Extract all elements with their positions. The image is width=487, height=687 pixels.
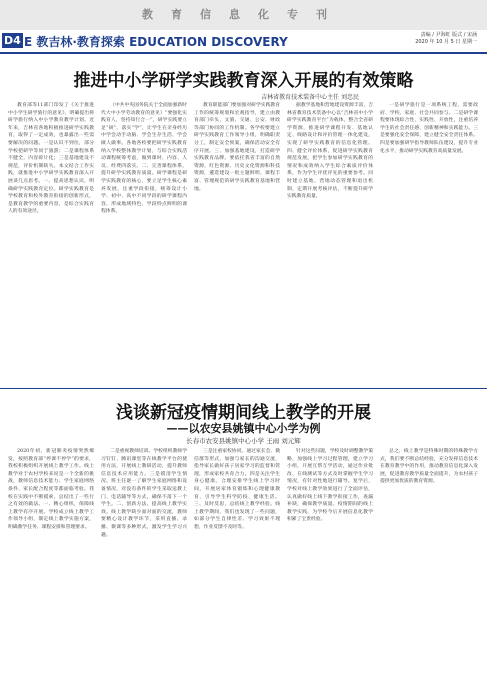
article1-column-1 bbox=[8, 102, 94, 382]
page-header bbox=[0, 32, 487, 50]
article2-text-3: 三是注重家校协同。通过家长会、微信群等形式，加强与家长的沟通交流，指导家长做好孩子居家学习的监督和管理，形成家校共育合力。四是关注学生身心健康。合理安排学生线上学习时间，开展居家体育锻炼和心理健康教育，引导学生科学防疫、健康生活。三、及时反思，总结线上教学经验。线上教学期间，我们也发现了一些问题，如部分学生自律性差、学习效果不理想，作业反馈不及时等。 bbox=[194, 449, 280, 530]
article2-text-2: 二是重视教师培训。学校组织教师学习钉钉、腾讯课堂等在线教学平台的使用方法，开展线上教研活动，提升教师信息技术应用能力。三是摸清学生情况。班主任逐一了解学生家庭网络和设备情况，对没有条件的学生采取送教上门、电话辅导等方式，确保不落下一个学生。二、创新方法，提高线上教学实效。线上教学缺少面对面的交流，教师要精心设计教学环节，采用直播、录播、微课等多种形式，激发学生学习兴趣。 bbox=[101, 449, 187, 538]
article2-text-1: 2020年初，新冠肺炎疫情突然爆发，按照教育部“停课不停学”的要求，我校积极组织开展线上教学工作。线上教学对于农村学校来说是一个全新的挑战，教师信息技术能力、学生家庭网络条件、家长配合程度等都面临考验。我校在实践中不断摸索，总结出了一些行之有效的做法。一、精心组织，保障线上教学有序开展。学校成立线上教学工作领导小组，制定线上教学实施方案，明确教学任务、课程安排和管理要求。 bbox=[8, 449, 94, 530]
article2-column-5 bbox=[380, 448, 478, 680]
article2-subtitle: ——以农安县姚镇中心小学为例 bbox=[166, 422, 321, 435]
article2-column-1 bbox=[8, 448, 94, 680]
article2-text-4: 针对这些问题，学校及时调整教学策略，加强线上学习过程管理，建立学习小组，开展互帮互学活动，通过作业批改、在线测试等方式及时掌握学生学习情况，有针对性地进行辅导。复学后，学校对线上教学效果进行了全面评估，认真做好线上线下教学衔接工作，查漏补缺，确保教学质量。疫情期间的线上教学实践，为学校今后开展信息化教学积累了宝贵经验。 bbox=[287, 449, 373, 523]
top-banner bbox=[0, 0, 487, 30]
article-divider bbox=[0, 388, 487, 389]
article2-column-3 bbox=[194, 448, 280, 680]
article1-text-5: 一是研学旅行是一项系统工程，需要政府、学校、家庭、社会共同参与。二是研学课程要体现综合性、实践性、开放性，注重培养学生的社会责任感、创新精神和实践能力。三是要强化安全保障，建立健全安全责任体系。四是要加强研学指导教师队伍建设，提升专业化水平，推动研学实践教育高质量发展。 bbox=[380, 103, 478, 154]
date-line: 2020 年 10 月 5 日 星期一 bbox=[415, 39, 477, 45]
header-rule bbox=[0, 52, 487, 54]
header-meta bbox=[415, 32, 477, 46]
article1-text-4: 据教学基地和营地建设资源丰富，吉林省教育技术装备中心以“吉林省中小学研学实践教育平台”为载体，整合全省研学资源，推进研学课程开发、基地认定、线路设计和评价管理一体化建设，实现了研学实践教育的信息化管理。四、健全评价体系，促进研学实践教育规范发展。把学生参加研学实践教育的情况和成效纳入学生综合素质评价体系，作为学生评优评先的重要参考。同时建立基地、营地动态管理和退出机制，定期开展考核评估，不断提升研学实践教育质量。 bbox=[287, 103, 373, 200]
article2-text-5: 总之，线上教学是特殊时期的特殊教学方式，我们要不断总结经验，充分发挥信息技术在教育教学中的作用，推动教育信息化深入发展，促进教育教学质量全面提升，为农村孩子提供更加优质的教育资源。 bbox=[380, 449, 478, 485]
article1-column-2 bbox=[101, 102, 187, 382]
article1-byline: 吉林省教育技术装备中心主任 刘忠民 bbox=[261, 94, 359, 101]
article2-column-2 bbox=[101, 448, 187, 680]
article1-column-4 bbox=[287, 102, 373, 382]
article1-text-3: 教育职能部门要加强对研学实践教育工作的统筹规划和宏观指导，建立由教育部门牵头，文旅、交通、公安、财政等部门协同的工作机制。各学校要建立研学实践教育工作领导小组，明确职责分工，制定安全预案，确保活动安全有序开展。三、加强基地建设，打造研学实践教育品牌。要依托我省丰富的自然资源、红色资源、历史文化资源和科技资源，遴选建设一批主题鲜明、课程丰富、管理规范的研学实践教育基地和营地。 bbox=[194, 103, 280, 192]
article2-column-4 bbox=[287, 448, 373, 680]
article1-text-2: （中共中央国务院关于全面加强新时代大中小学劳动教育的意见）“要强化实践育人，坚持知行合一”，研学实践要立足“研”、落实“学”，让学生在亲身经历中学会动手动脑、学会生存生活、学会做人做事。各地各校要把研学实践教育纳入学校整体教学计划，与综合实践活动课程统筹考虑，做到课时、内容、人员、经费四落实。二、完善课程体系，提升研学实践教育质量。研学课程是研学实践教育的核心，要立足学生核心素养发展，注重学段衔接，统筹设计小学、初中、高中不同学段的研学课程内容，形成地域特色、学段特点鲜明的课程体系。 bbox=[101, 103, 187, 215]
article1-headline: 推进中小学研学实践教育深入开展的有效策略 bbox=[73, 71, 414, 91]
article2-headline: 浅谈新冠疫情期间线上教学的开展 bbox=[116, 403, 371, 423]
article1-column-5 bbox=[380, 102, 478, 382]
article2-byline: 长春市农安县姚镇中心小学 王雨 刘元辉 bbox=[186, 437, 301, 445]
article1-column-3 bbox=[194, 102, 280, 382]
article1-text-1: 教育部等11部门印发了《关于推进中小学生研学旅行的意见》，明确提出将研学旅行纳入中小学教育教学计划。近年来，吉林省各地积极推进研学实践教育，取得了一定成效，也暴露出一些需要解决的问题。一是认识不到位，部分学校把研学等同于旅游；二是课程体系不健全，内容碎片化；三是基地建设不规范，评价机制缺失。本文结合工作实践，就推进中小学研学实践教育深入开展谈几点思考。一、提高思想认识，明确研学实践教育定位。研学实践教育是学校教育和校外教育衔接的创新形式，是教育教学的重要内容，是综合实践育人的有效途径。 bbox=[8, 103, 94, 215]
page-number: D4 bbox=[4, 34, 21, 47]
editor-line: 责编 / 尹海虹 版式 / 宋涵 bbox=[420, 32, 477, 38]
section-title: E 教吉林·教育探索 EDUCATION DISCOVERY bbox=[24, 35, 288, 49]
banner-title: 教育信息化专刊 bbox=[142, 8, 345, 21]
